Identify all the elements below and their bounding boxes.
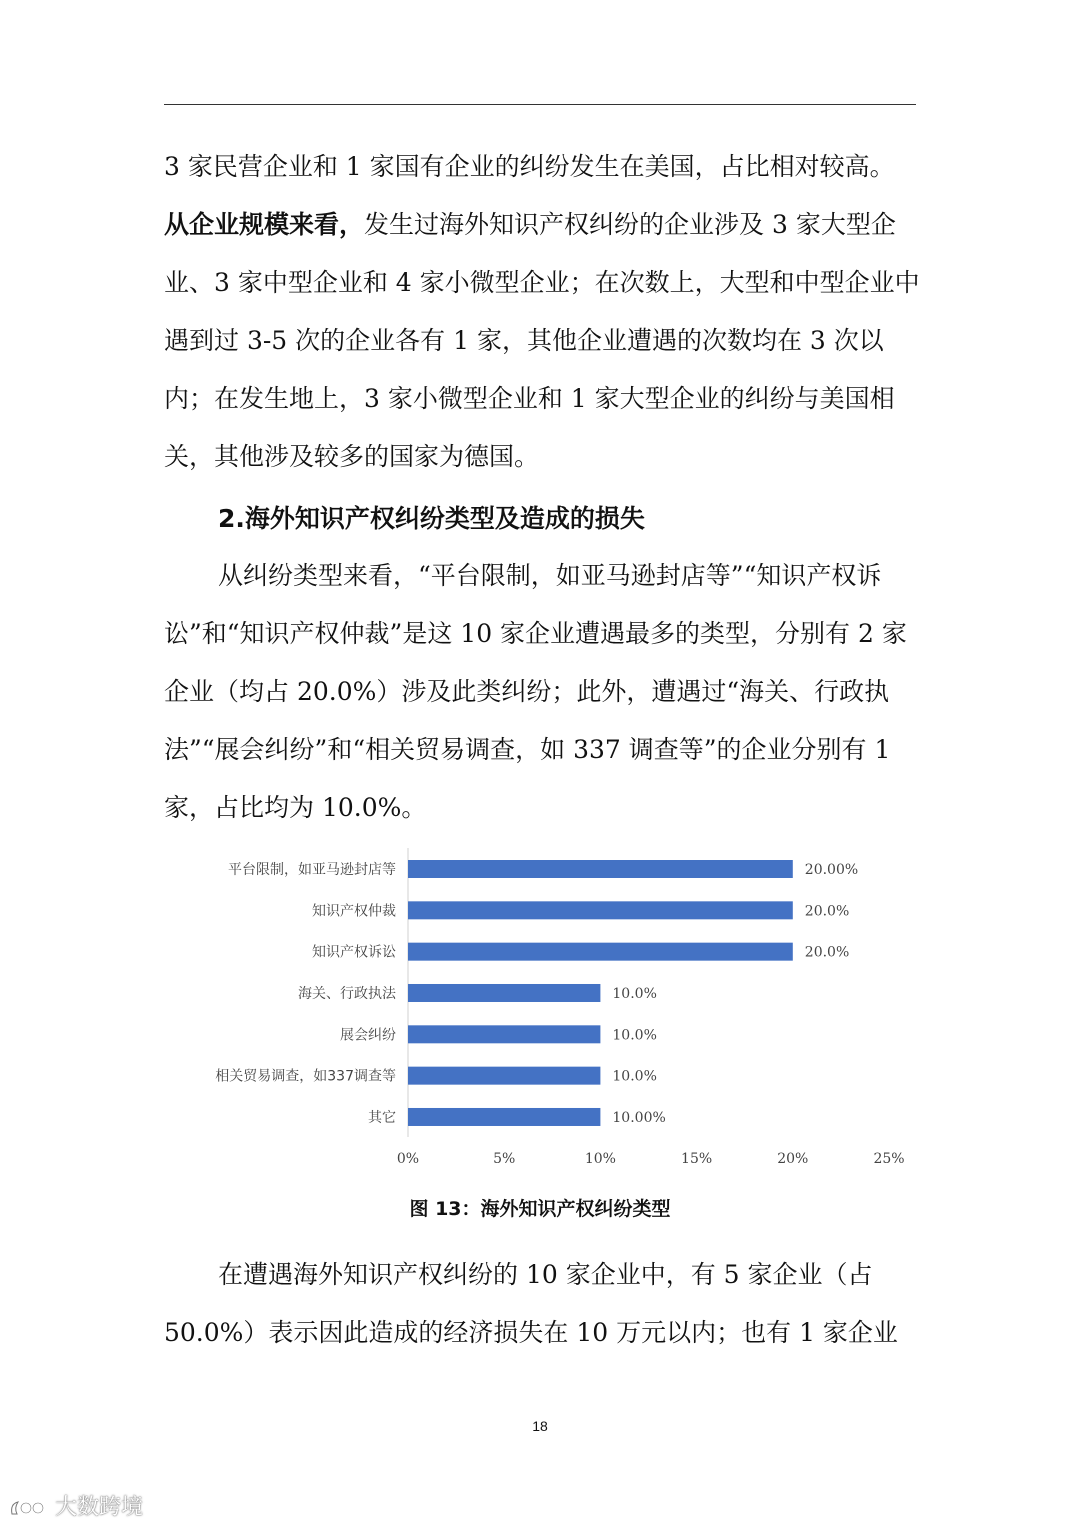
chart-category-label: 海关、行政执法 [298,985,396,1002]
figure-caption: 图 13：海外知识产权纠纷类型 [409,1198,671,1220]
paragraph-1-line-1: 3 家民营企业和 1 家国有企业的纠纷发生在美国，占比相对较高。 [164,152,895,181]
chart-x-tick-label: 5% [493,1151,516,1167]
chart-category-label: 相关贸易调查，如337调查等 [215,1068,396,1085]
chart-bar [408,1108,600,1126]
chart-data-label: 10.00% [612,1109,666,1126]
chart-data-label: 20.00% [804,862,859,878]
section-heading: 2.海外知识产权纠纷类型及造成的损失 [218,504,645,533]
chart-bar [408,860,793,878]
chart-data-label: 10.0% [612,1068,657,1085]
chart-data-label: 20.0% [804,903,850,920]
paragraph-1-bold-lead: 从企业规模来看， [164,210,365,239]
chart-x-tick-label: 20% [777,1151,809,1167]
chart-category-label: 其它 [368,1109,396,1126]
chart-x-tick-label: 25% [873,1151,905,1167]
paragraph-2: 从纠纷类型来看，“平台限制，如亚马逊封店等”“知识产权诉讼”和“知识产权仲裁”是这 10 家企业遭遇最多的类型，分别有 2 家企业（均占 20.0%）涉及此类纠纷；此外，遭遇过“海关、行政执法”“展会纠纷”和“相关贸易调查，如 337 调查等”的企业分别有 1 家，占比均为 10.0%。 [164,561,907,822]
chart-x-tick-label: 0% [396,1151,420,1167]
chart-bar [408,984,600,1002]
chart-category-label: 知识产权诉讼 [312,944,396,961]
page-number: 18 [532,1418,548,1434]
paragraph-1-rest: 发生过海外知识产权纠纷的企业涉及 3 家大型企业、3 家中型企业和 4 家小微型企业；在次数上，大型和中型企业中遇到过 3-5 次的企业各有 1 家，其他企业遭遇的次数均在 3 次以内；在发生地上，3 家小微型企业和 1 家大型企业的纠纷与美国相关，其他涉及较多的国家为德国。 [164,210,920,471]
watermark-text: 大数跨境 [55,1495,144,1520]
chart-bar [408,1067,600,1085]
chart-data-label: 20.0% [804,944,850,961]
watermark-logo-icon [8,1496,48,1520]
chart-category-label: 平台限制，如亚马逊封店等 [228,862,396,878]
watermark [8,1490,143,1521]
chart-bar [408,901,793,919]
chart-data-label: 10.0% [612,1027,657,1044]
paragraph-3: 在遭遇海外知识产权纠纷的 10 家企业中，有 5 家企业（占 50.0%）表示因此造成的经济损失在 10 万元以内；也有 1 家企业 [164,1260,898,1347]
chart-bar [408,1025,600,1043]
chart-bar [408,943,793,961]
chart-x-tick-label: 15% [681,1151,713,1167]
chart-x-tick-label: 10% [584,1151,616,1167]
chart-data-label: 10.0% [612,985,657,1002]
chart-category-label: 知识产权仲裁 [312,903,396,920]
chart-category-label: 展会纠纷 [340,1027,396,1044]
